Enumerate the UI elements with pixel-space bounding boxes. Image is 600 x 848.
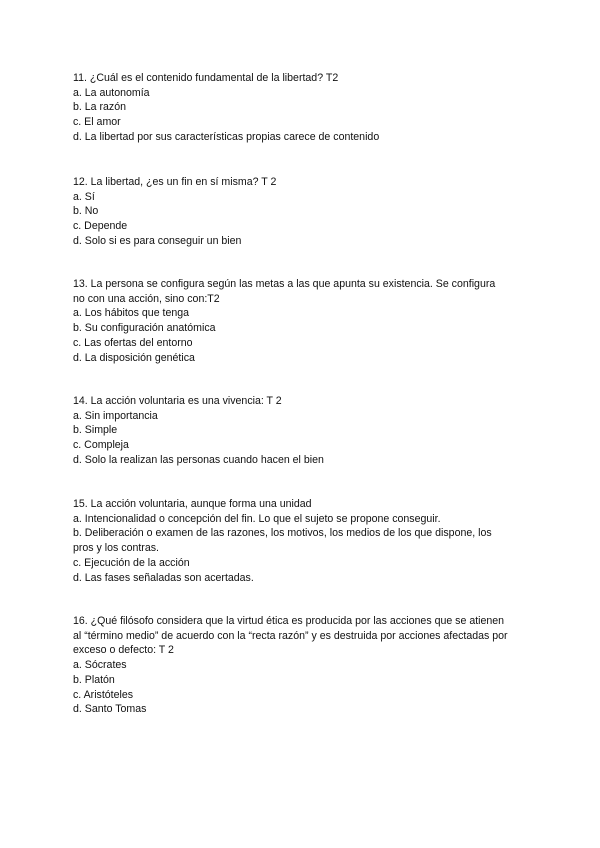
option-b: b. Su configuración anatómica [73, 322, 216, 335]
option-a: a. Los hábitos que tenga [73, 307, 190, 320]
option-c: c. Aristóteles [73, 688, 134, 701]
option-b: b. No [73, 205, 99, 218]
option-b: b. La razón [73, 101, 127, 114]
question-text-line: al “término medio” de acuerdo con la “recta razón” y es destruida por acciones afectadas por [73, 629, 508, 642]
option-c: c. Compleja [73, 439, 129, 452]
option-d: d. Solo la realizan las personas cuando hacen el bien [73, 453, 324, 466]
option-b-line: b. Deliberación o examen de las razones, los motivos, los medios de los que dispone, los [73, 527, 492, 540]
option-d: d. Solo si es para conseguir un bien [73, 234, 242, 247]
question-text: 15. La acción voluntaria, aunque forma una unidad [73, 498, 312, 510]
option-a: a. Sí [73, 190, 95, 203]
option-a: a. La autonomía [73, 86, 150, 99]
option-c: c. El amor [73, 116, 121, 129]
question-text: 11. ¿Cuál es el contenido fundamental de la libertad? T2 [73, 72, 339, 84]
question-14 [73, 394, 533, 468]
option-d: d. Santo Tomas [73, 703, 147, 716]
option-b: b. Platón [73, 673, 115, 686]
option-a: a. Sócrates [73, 659, 127, 672]
option-c: c. Ejecución de la acción [73, 556, 190, 569]
question-text-line: no con una acción, sino con:T2 [73, 292, 220, 305]
option-a: a. Sin importancia [73, 409, 158, 422]
option-c: c. Depende [73, 220, 128, 233]
question-text-line: exceso o defecto: T 2 [73, 644, 174, 657]
question-text-line: 16. ¿Qué filósofo considera que la virtud ética es producida por las acciones que se atienen [73, 615, 505, 627]
option-d: d. La libertad por sus características propias carece de contenido [73, 130, 380, 143]
question-text: 14. La acción voluntaria es una vivencia: T 2 [73, 395, 282, 407]
option-d: d. Las fases señaladas son acertadas. [73, 571, 254, 584]
question-11 [73, 71, 533, 145]
option-d: d. La disposición genética [73, 351, 195, 364]
option-b: b. Simple [73, 424, 118, 437]
question-13 [73, 277, 533, 365]
question-12 [73, 175, 533, 249]
option-c: c. Las ofertas del entorno [73, 336, 193, 349]
question-text: 12. La libertad, ¿es un fin en sí misma? T 2 [73, 176, 277, 188]
question-15 [73, 497, 533, 585]
question-text-line: 13. La persona se configura según las metas a las que apunta su existencia. Se configura [73, 278, 496, 290]
option-b-line: pros y los contras. [73, 542, 159, 555]
question-16 [73, 614, 533, 717]
option-a: a. Intencionalidad o concepción del fin. Lo que el sujeto se propone conseguir. [73, 512, 441, 525]
